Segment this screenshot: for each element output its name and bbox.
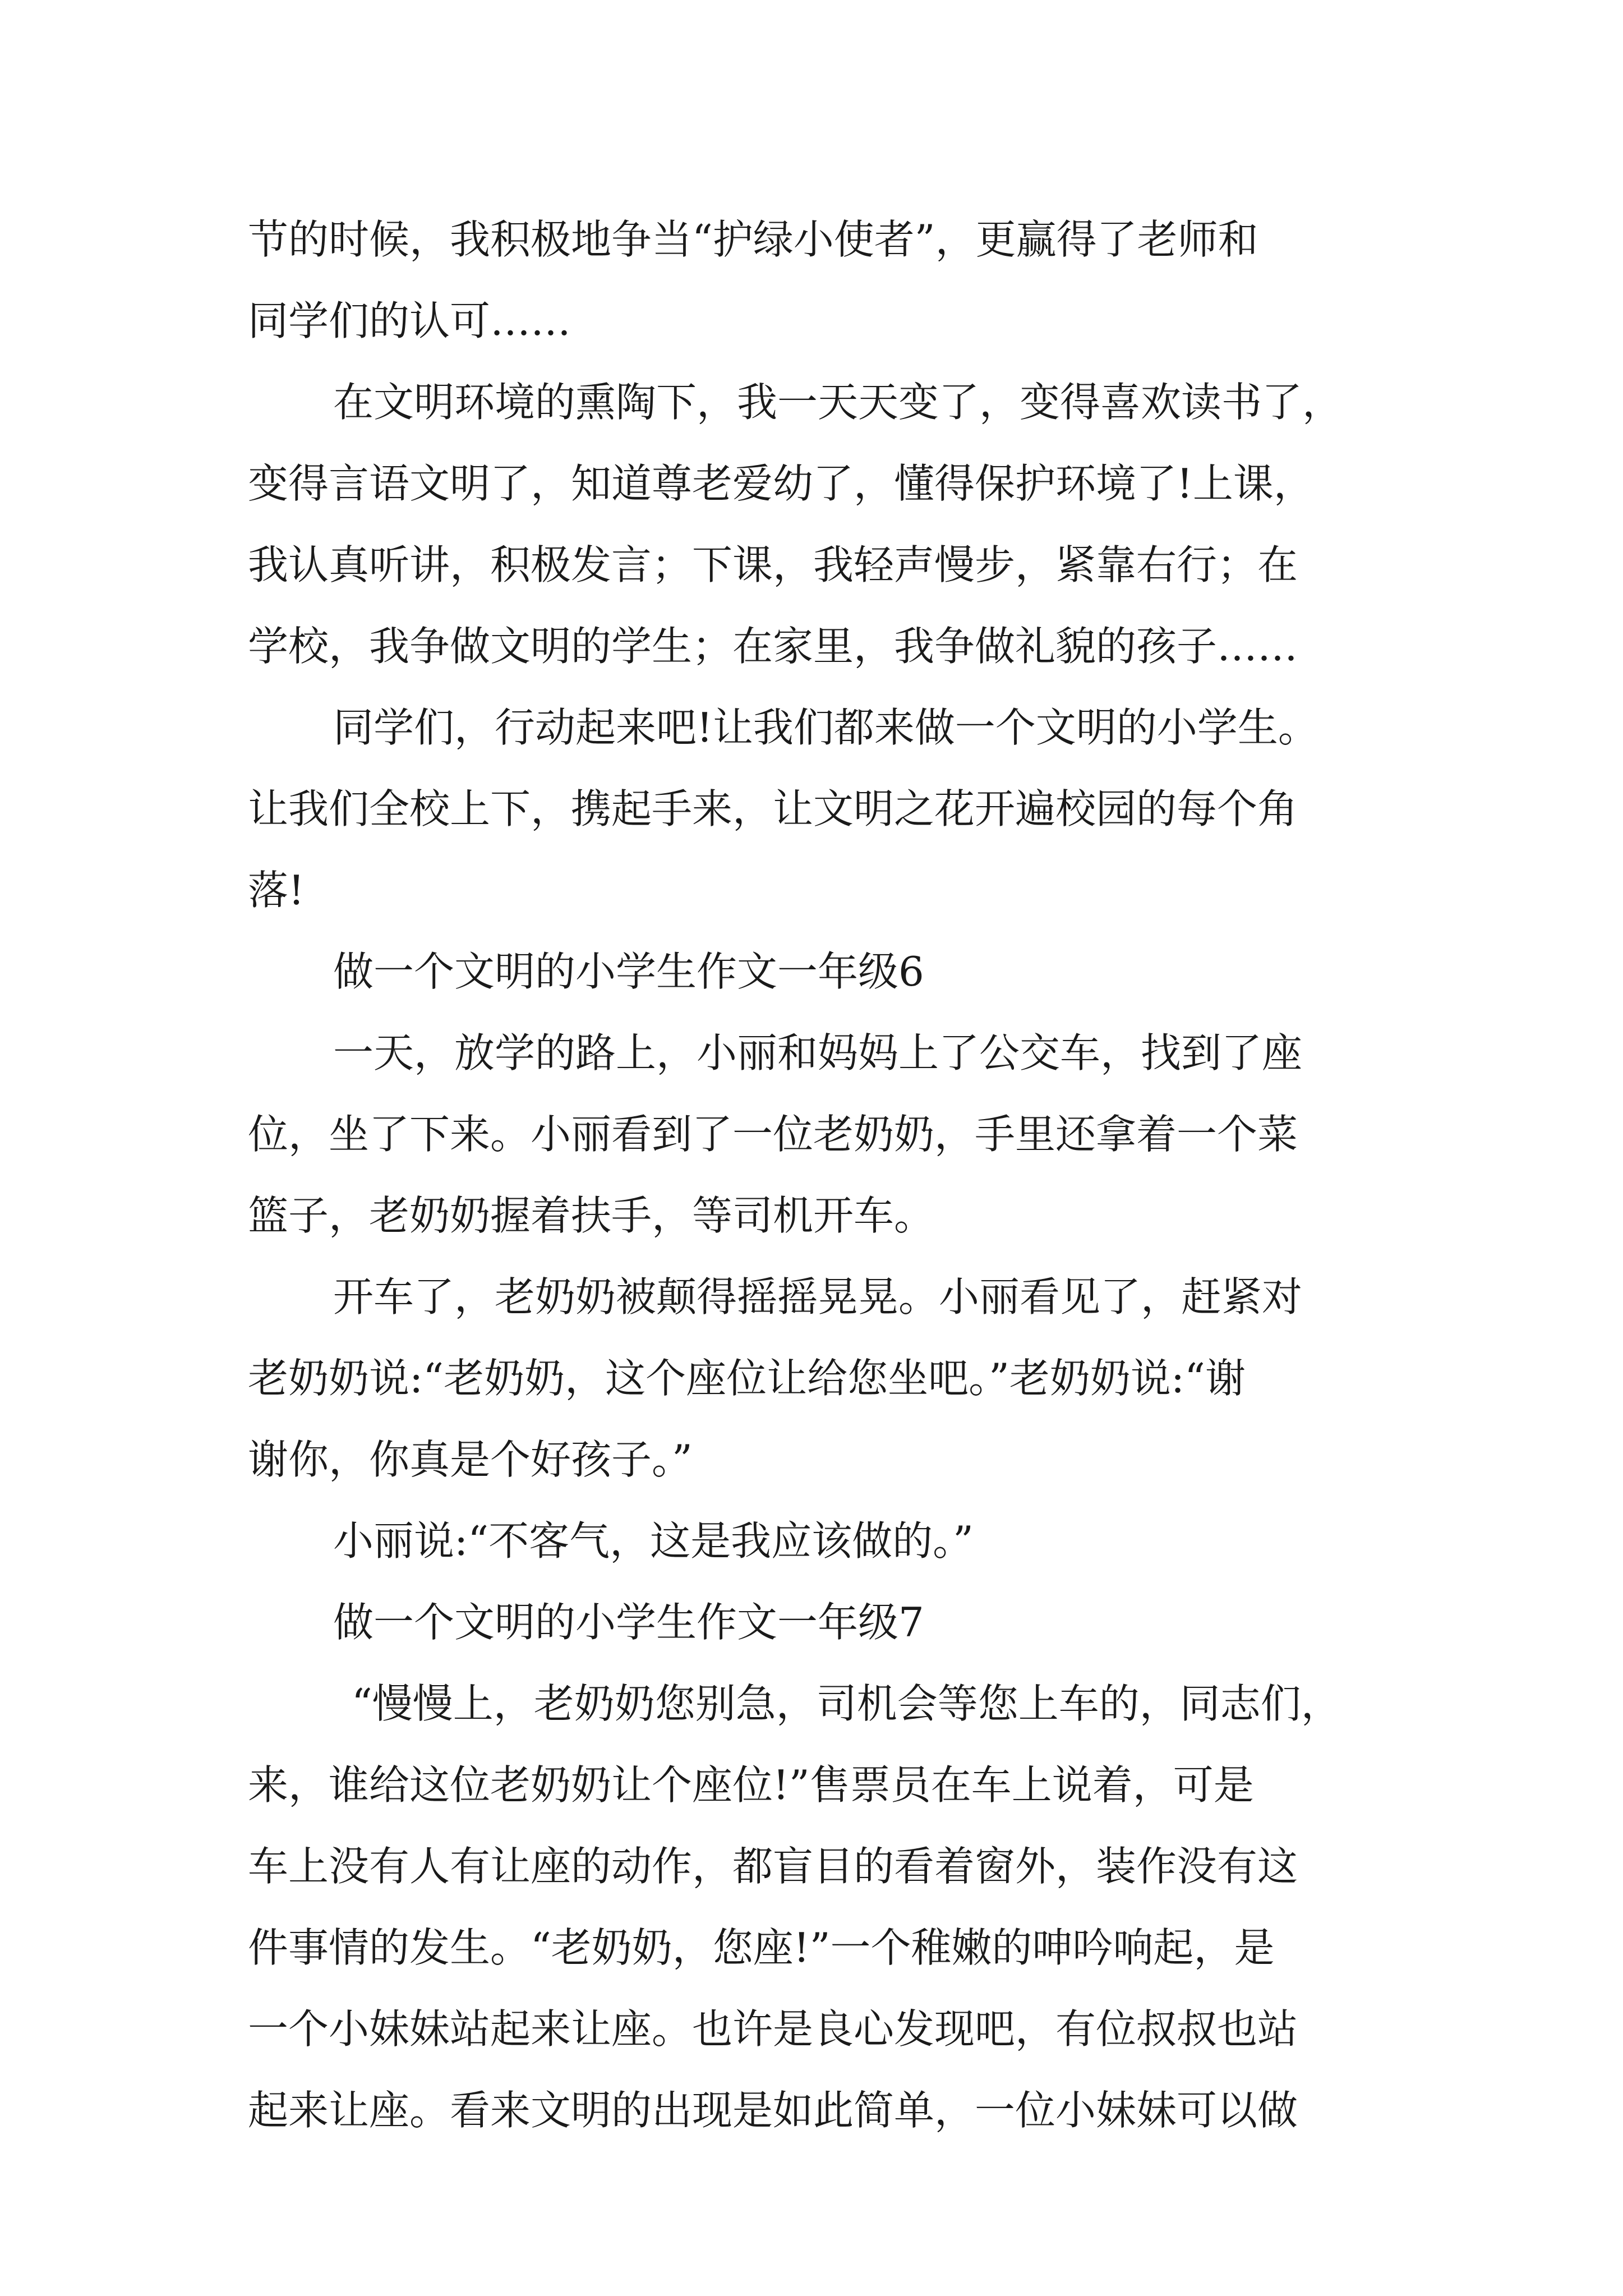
text-line: 变得言语文明了，知道尊老爱幼了，懂得保护环境了!上课， (248, 460, 1314, 507)
text-line: 来，谁给这位老奶奶让个座位!”售票员在车上说着，可是 (248, 1761, 1254, 1809)
text-line: “慢慢上，老奶奶您别急，司机会等您上车的，同志们， (352, 1680, 1341, 1727)
section-heading: 做一个文明的小学生作文一年级6 (333, 948, 924, 995)
text-line: 学校，我争做文明的学生；在家里，我争做礼貌的孩子…… (248, 623, 1298, 670)
section-heading: 做一个文明的小学生作文一年级7 (333, 1599, 924, 1646)
text-line: 节的时候，我积极地争当“护绿小使者”，更赢得了老师和 (248, 216, 1258, 263)
text-line: 落! (248, 867, 305, 914)
text-line: 车上没有人有让座的动作，都盲目的看着窗外，装作没有这 (248, 1843, 1298, 1890)
text-line: 我认真听讲，积极发言；下课，我轻声慢步，紧靠右行；在 (248, 541, 1298, 588)
text-line: 让我们全校上下，携起手来，让文明之花开遍校园的每个角 (248, 785, 1298, 832)
text-line: 开车了，老奶奶被颠得摇摇晃晃。小丽看见了，赶紧对 (333, 1273, 1303, 1320)
text-line: 件事情的发生。“老奶奶，您座!”一个稚嫩的呻吟响起，是 (248, 1924, 1275, 1971)
document-body (248, 199, 1395, 2151)
text-line: 一个小妹妹站起来让座。也许是良心发现吧，有位叔叔也站 (248, 2005, 1298, 2053)
text-line: 同学们的认可…… (248, 297, 571, 344)
text-line: 起来让座。看来文明的出现是如此简单，一位小妹妹可以做 (248, 2087, 1298, 2134)
text-line: 同学们，行动起来吧!让我们都来做一个文明的小学生。 (333, 704, 1318, 751)
text-line: 一天，放学的路上，小丽和妈妈上了公交车，找到了座 (333, 1029, 1303, 1076)
text-line: 小丽说:“不客气，这是我应该做的。” (333, 1517, 974, 1565)
text-line: 篮子，老奶奶握着扶手，等司机开车。 (248, 1192, 935, 1239)
text-line: 位，坐了下来。小丽看到了一位老奶奶，手里还拿着一个菜 (248, 1111, 1298, 1158)
text-line: 老奶奶说:“老奶奶，这个座位让给您坐吧。”老奶奶说:“谢 (248, 1355, 1246, 1402)
text-line: 谢你，你真是个好孩子。” (248, 1436, 693, 1483)
text-line: 在文明环境的熏陶下，我一天天变了，变得喜欢读书了， (333, 379, 1343, 426)
